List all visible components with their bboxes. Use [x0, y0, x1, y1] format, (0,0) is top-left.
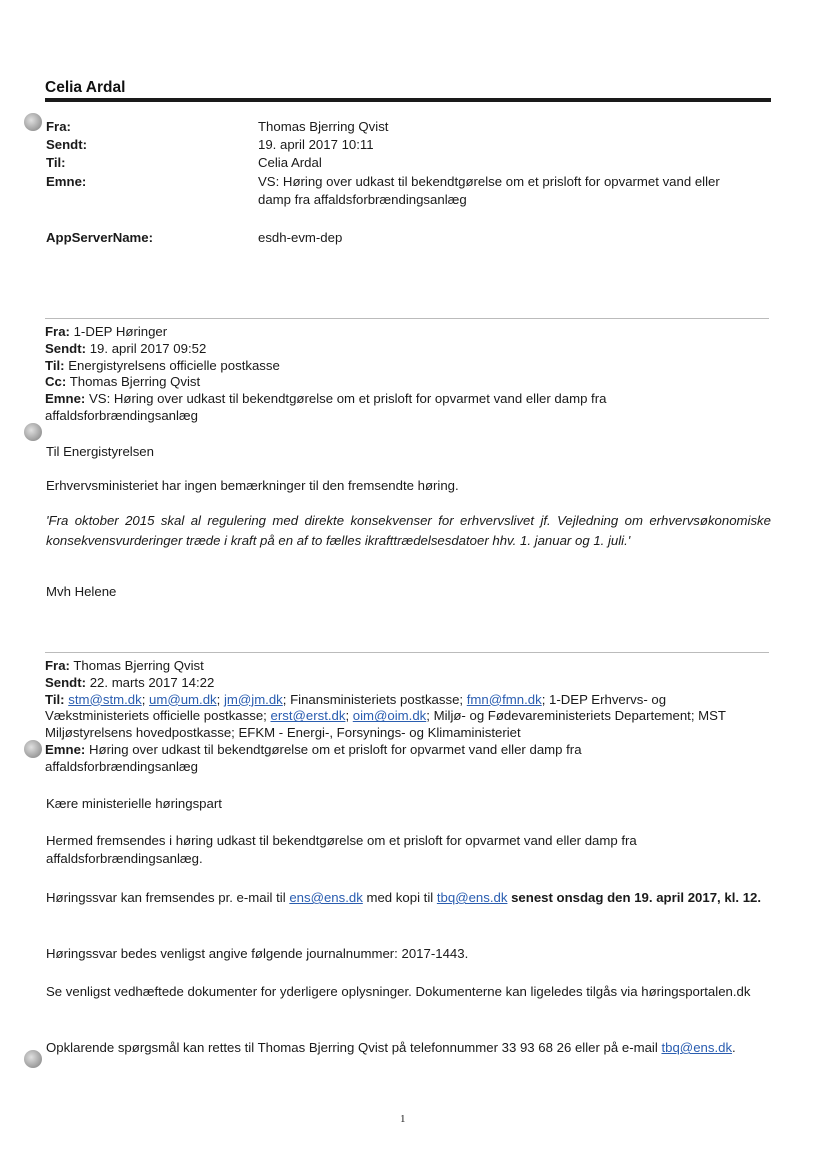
msg2-emne-value: Høring over udkast til bekendtgørelse om et prisloft for opvarmet vand eller damp fra affaldsforbrændingsanlæg [45, 741, 582, 774]
msg1-sendt-value: 19. april 2017 09:52 [89, 340, 207, 356]
punch-hole-3 [24, 740, 42, 758]
page-number: 1 [400, 1113, 406, 1125]
msg2-fra-value: Thomas Bjerring Qvist [73, 658, 204, 673]
msg1-body: Erhvervsministeriet har ingen bemærkninger til den fremsendte høring. [46, 478, 459, 493]
msg1-til-label: Til: [45, 357, 65, 373]
recipient-link-stm[interactable]: stm@stm.dk [68, 691, 142, 707]
msg2-paragraph-4: Se venligst vedhæftede dokumenter for yderligere oplysninger. Dokumenterne kan ligeledes tilgås via høringsportalen.dk [46, 984, 751, 999]
recipient-link-oim[interactable]: oim@oim.dk [352, 708, 427, 724]
header-emne-label: Emne: [46, 174, 87, 189]
msg1-emne-label: Emne: [45, 391, 86, 407]
header-fra-value: Thomas Bjerring Qvist [258, 119, 389, 134]
separator-1 [45, 318, 769, 319]
punch-hole-1 [24, 113, 42, 131]
msg1-cc-label: Cc: [45, 374, 67, 390]
header-fra-label: Fra: [46, 119, 71, 134]
msg2-fra-label: Fra: [45, 658, 70, 673]
header-appserver-value: esdh-evm-dep [258, 230, 343, 245]
msg2-p2-text: Høringssvar kan fremsendes pr. e-mail til [46, 890, 290, 905]
msg2-greeting: Kære ministerielle høringspart [46, 796, 222, 811]
msg1-fra-value: 1-DEP Høringer [73, 324, 168, 339]
separator-2 [45, 652, 769, 653]
msg2-sendt-value: 22. marts 2017 14:22 [89, 674, 215, 690]
msg2-paragraph-3: Høringssvar bedes venligst angive følgende journalnummer: 2017-1443. [46, 946, 469, 961]
msg2-emne-label: Emne: [45, 741, 86, 757]
msg2-paragraph-2 [46, 889, 771, 907]
msg2-p2-text: med kopi til [362, 890, 437, 905]
header-sendt-label: Sendt: [46, 137, 88, 152]
msg1-quote: 'Fra oktober 2015 skal al regulering med direkte konsekvenser for erhvervslivet jf. Vejledning om erhvervsøkonomiske konsekvensvurderinger træde i kraft på en af to fælles ikrafttrædelsesdatoer hhv. 1. januar og 1. juli.' [46, 513, 771, 548]
recipient-text: ; Miljø- og Fødevareministeriets Departement; MST Miljøstyrelsens hovedpostkasse; EFKM - Energi-, Forsynings- og Klimaministeriet [45, 708, 726, 741]
punch-hole-2 [24, 423, 42, 441]
msg1-emne-value: VS: Høring over udkast til bekendtgørelse om et prisloft for opvarmet vand eller damp fra affaldsforbrændingsanlæg [45, 391, 607, 423]
punch-hole-4 [24, 1050, 42, 1068]
recipient-sep: ; [141, 691, 150, 707]
recipient-text: ; Finansministeriets postkasse; [282, 691, 467, 707]
recipient-link-jm[interactable]: jm@jm.dk [223, 691, 283, 707]
recipient-link-erst[interactable]: erst@erst.dk [270, 708, 346, 724]
recipient-sep: ; [216, 691, 224, 707]
msg2-p5-text: Opklarende spørgsmål kan rettes til Thomas Bjerring Qvist på telefonnummer 33 93 68 26 eller på e-mail [46, 1040, 662, 1055]
header-til-value: Celia Ardal [258, 155, 322, 170]
header-appserver-label: AppServerName: [46, 230, 154, 245]
msg1-cc-value: Thomas Bjerring Qvist [69, 374, 201, 390]
msg2-paragraph-5 [46, 1039, 771, 1057]
msg1-greeting: Til Energistyrelsen [46, 444, 154, 459]
recipient-link-um[interactable]: um@um.dk [149, 691, 217, 707]
msg1-fra-label: Fra: [45, 324, 70, 339]
header-til-label: Til: [46, 155, 66, 170]
msg2-p5-end: . [732, 1040, 736, 1055]
msg2-deadline: senest onsdag den 19. april 2017, kl. 12. [507, 890, 762, 905]
msg1-header [45, 324, 771, 425]
recipient-link-fmn[interactable]: fmn@fmn.dk [466, 691, 542, 707]
recipient-text: ; 1-DEP Erhvervs- og Vækstministeriets officielle postkasse; [45, 691, 667, 724]
email-link-tbq[interactable]: tbq@ens.dk [436, 890, 508, 905]
header-emne-value: VS: Høring over udkast til bekendtgørelse om et prisloft for opvarmet vand eller damp fra affaldsforbrændingsanlæg [258, 174, 720, 207]
recipient-sep: ; [345, 708, 353, 724]
msg1-sendt-label: Sendt: [45, 340, 87, 356]
header-rule [45, 98, 771, 102]
msg2-sendt-label: Sendt: [45, 674, 87, 690]
msg2-paragraph-1: Hermed fremsendes i høring udkast til bekendtgørelse om et prisloft for opvarmet vand eller damp fra affaldsforbrændingsanlæg. [46, 833, 637, 866]
email-link-tbq-2[interactable]: tbq@ens.dk [661, 1040, 733, 1055]
msg2-header [45, 658, 771, 776]
email-link-ens[interactable]: ens@ens.dk [289, 890, 363, 905]
sender-name: Celia Ardal [45, 79, 126, 96]
header-sendt-value: 19. april 2017 10:11 [258, 137, 374, 152]
msg2-til-label: Til: [45, 691, 65, 707]
msg1-signature: Mvh Helene [46, 584, 117, 599]
msg1-til-value: Energistyrelsens officielle postkasse [68, 357, 280, 373]
